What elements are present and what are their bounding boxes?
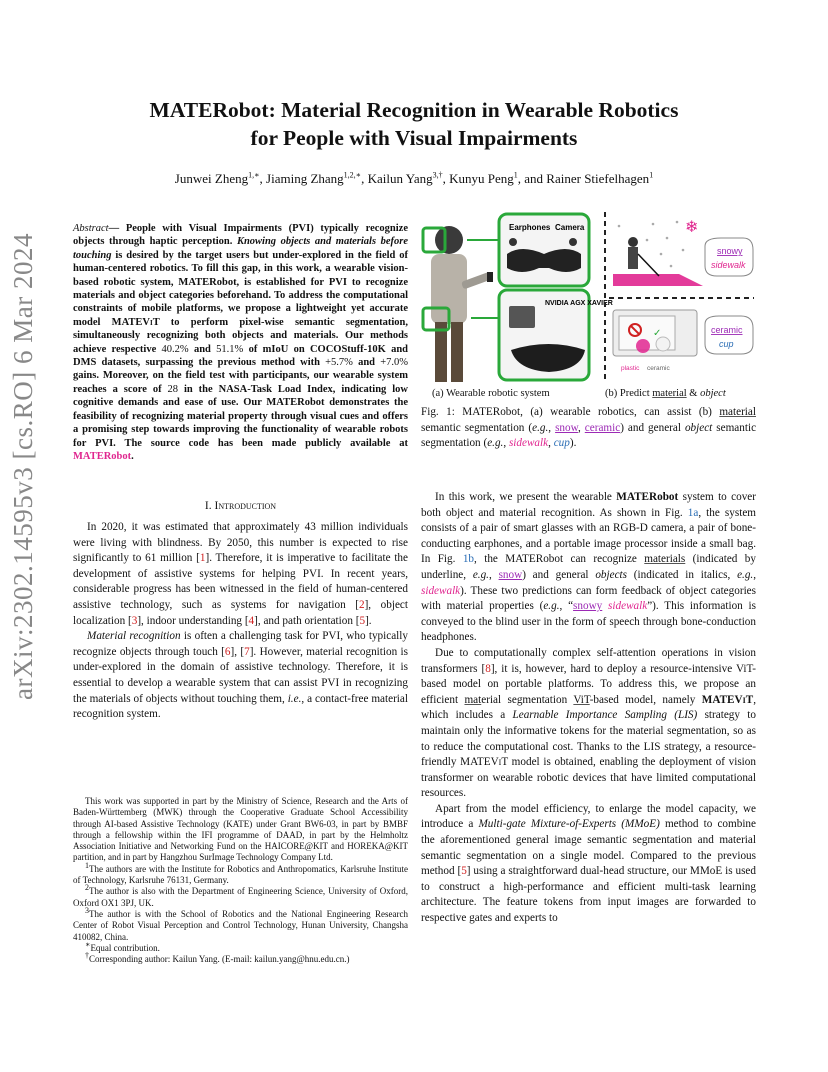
ceramic-small-label: ceramic xyxy=(647,365,670,372)
cup-label: cup xyxy=(719,339,734,349)
person-illustration xyxy=(423,226,493,382)
author-4: Kunyu Peng$^1$ xyxy=(449,170,518,186)
nvidia-label: NVIDIA AGX XAVIER xyxy=(545,300,613,307)
author-2: Jiaming Zhang$^{1,2,∗}$ xyxy=(266,170,362,186)
figure-1 xyxy=(421,210,756,382)
code-link[interactable]: MATERobot xyxy=(73,450,132,462)
arxiv-identifier[interactable]: arXiv:2302.14595v3 [cs.RO] 6 Mar 2024 xyxy=(8,233,38,700)
check-icon: ✓ xyxy=(653,328,662,339)
author-3: Kailun Yang$^{3,\dagger}$ xyxy=(367,170,443,186)
section-heading: I. Introduction xyxy=(204,500,277,512)
smart-glasses-panel xyxy=(499,214,589,286)
figure-1-graphic xyxy=(421,210,756,382)
title-line-2: for People with Visual Impairments xyxy=(250,126,578,150)
earphones-label: Earphones xyxy=(509,223,551,232)
author-1: Junwei Zheng$^{1,∗}$ xyxy=(174,170,260,186)
processor-bag-panel xyxy=(499,290,613,380)
figure-1-caption: Fig. 1: MATERobot, (a) wearable robotics, can assist (b) material semantic segmentation (e.g., snow, ceramic) and general object semantic segmentation (e.g., sidewalk, cup). xyxy=(421,406,757,450)
intro-body-right: In this work, we present the wearable MATERobot system to cover both object and material recognition. As shown in Fig. 1a, the system consists of a pair of smart glasses with an RGB-D camera, a pair of bone-conducting earphones, and a portable image processor inside a small bag. In Fig. 1b, the MATERobot can recognize materials (indicated by underline, e.g., snow) and general objects (indicated in italics, e.g., sidewalk). These two predictions can form feedback of object categories with material properties (e.g., “snowy sidewalk”). This information is conveyed to the blind user in the form of speech through bone-conduction headphones. Due to computationally complex self-attention operations in vision transformers [8], it is, however, hard to deploy a resource-intensive ViT-based model on portable platforms. To address this, we propose an efficient material segmentation ViT-based model, namely MATEViT, which includes a Learnable Importance Sampling (LIS) strategy to maintain only the informative tokens for the material segmentation, so as to reduce the computational cost. Thanks to the LIS strategy, a resource-friendly MATEViT model is obtained, enabling the deployment of vision transformer on wearable robotic devices that have limited computational resources. Apart from the model efficiency, to enlarge the model capacity, we introduce a Multi-gate Mixture-of-Experts (MMoE) method to combine the aforementioned general image semantic segmentation and material semantic segmentation on a single model. Compared to the previous method [5] using a straightforward dual-head structure, our MMoE is used to construct a high-performance and efficient multi-task learning architecture. The feature tokens from input images are forwarded to respective gates and experts to xyxy=(421,491,757,925)
snowflake-icon: ❄ xyxy=(685,219,699,236)
camera-label: Camera xyxy=(555,223,585,232)
subcaption-a: (a) Wearable robotic system xyxy=(432,388,550,399)
abstract: Abstract— People with Visual Impairments (PVI) typically recognize objects through haptic perception. Knowing objects and materials before touching is desired by the target users but under-explored in the field of human-centered robotics. To fill this gap, in this work, a wearable vision-based robotic system, MATERobot, is established for PVI to recognize materials and object categories beforehand. To address the computational constraints of mobile platforms, we propose a lightweight yet accurate model MATEViT to perform pixel-wise semantic segmentation, simultaneously recognizing both objects and materials. Our methods achieve respective 40.2% and 51.1% of mIoU on COCOStuff-10K and DMS datasets, surpassing the previous method with +5.7% and +7.0% gains. Moreover, on the field test with participants, our wearable system reaches a score of 28 in the NASA-Task Load Index, indicating low cognitive demands and ease of use. Our MATERobot demonstrates the feasibility of recognizing material property through visual cues and offers a promising step towards improving the functionality of wearable robots for PVI. The source code has been made publicly available at MATERobot. xyxy=(73,223,409,462)
plastic-label: plastic xyxy=(621,365,640,372)
paper-title xyxy=(0,96,828,152)
ceramic-label: ceramic xyxy=(711,325,743,335)
subcaption-b: (b) Predict material & object xyxy=(605,388,726,399)
author-list: Junwei Zheng$^{1,∗}$, Jiaming Zhang$^{1,2,∗}$, Kailun Yang$^{3,\dagger}$, Kunyu Peng$^1$, and Rainer Stiefelhagen$^1$ xyxy=(174,170,654,186)
intro-body: In 2020, it was estimated that approximately 43 million individuals were living with blindness. By 2050, this number is expected to rise significantly to 61 million [1]. Therefore, it is imperative to facilitate the development of assistive systems for helping PVI. In recent years, considerable progress has been witnessed in the field of human-centered assistive technology, such as systems for navigation [2], object localization [3], indoor understanding [4], and path orientation [5]. Material recognition is often a challenging task for PVI, who typically recognize objects through touch [6], [7]. However, material recognition is under-explored in the domain of assistive technology. Therefore, it is essential to develop a wearable system that can assist PVI in recognizing the materials of objects without touching them, i.e., a contact-free material recognition system. xyxy=(73,521,408,721)
footnotes: This work was supported in part by the Ministry of Science, Research and the Arts of Baden-Württemberg (MWK) through the Cooperative Graduate School Accessibility through AI-based Assistive Technology (KATE) under Grant BW6-03, in part by BMBF through a fellowship within the IFI programme of DAAD, in part by the Helmholtz Association Initiative and Networking Fund on the HAICORE@KIT and HOREKA@KIT partition, and in part by Hangzhou SurImage Technology Company Ltd. $^1$The authors are with the Institute for Robotics and Anthropomatics, Karlsruhe Institute of Technology, Karlsruhe 76131, Germany. $^2$The author is also with the Department of Engineering Science, University of Oxford, Oxford OX1 3PJ, UK. $^3$The author is with the School of Robotics and the National Engineering Research Center of Robot Visual Perception and Control Technology, Hunan University, Changsha 410082, China. ∗Equal contribution. †Corresponding author: Kailun Yang. (E-mail: kailun.yang@hnu.edu.cn.) xyxy=(73,796,408,965)
sidewalk-label: sidewalk xyxy=(711,260,746,270)
author-5: Rainer Stiefelhagen$^1$ xyxy=(546,170,654,186)
abstract-label: Abstract xyxy=(73,223,109,234)
snowy-label: snowy xyxy=(717,246,743,256)
title-smallcaps: MATE xyxy=(149,98,213,122)
snowy-sidewalk-scene xyxy=(613,219,753,286)
title-line-1: Robot: Material Recognition in Wearable Robotics xyxy=(212,98,679,122)
microwave-scene xyxy=(613,310,753,372)
